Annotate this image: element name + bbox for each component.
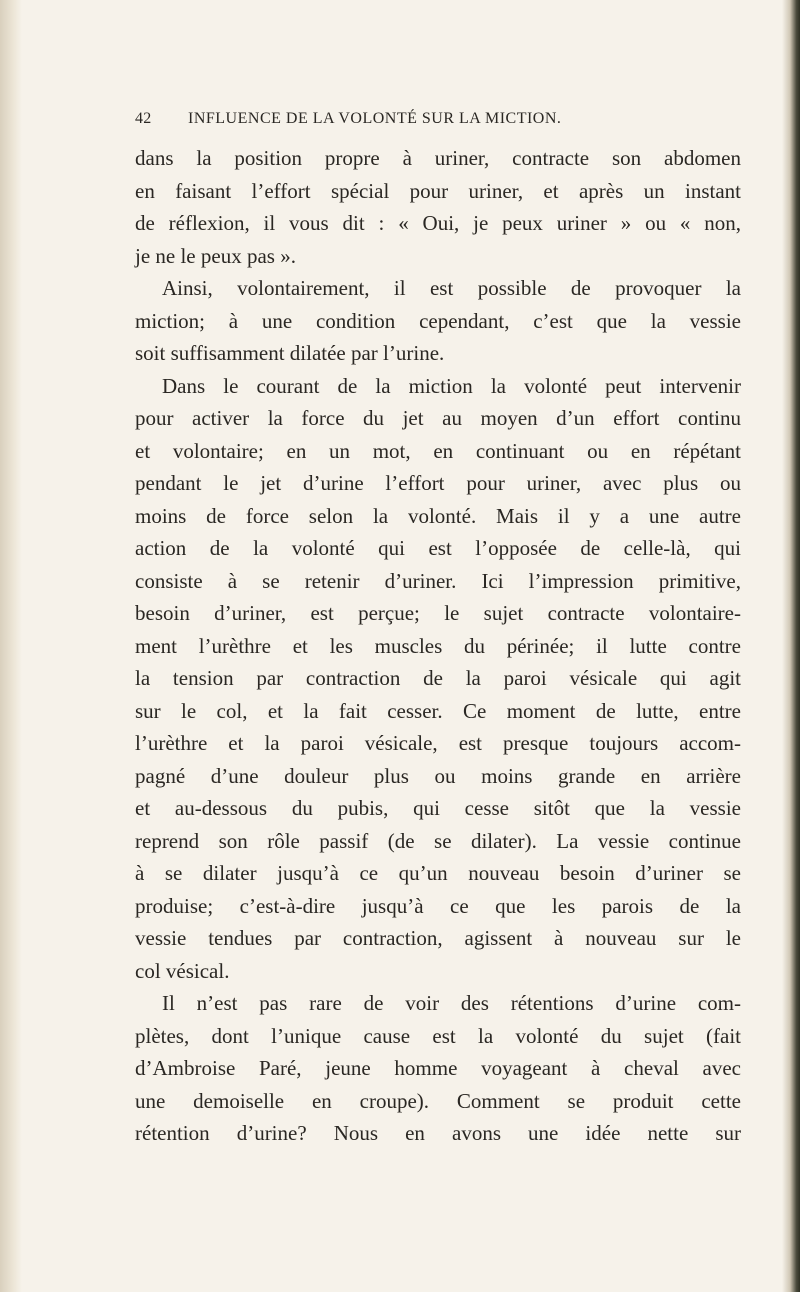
body-text — [135, 142, 741, 1150]
text-line: de réflexion, il vous dit : « Oui, je peux uriner » ou « non, — [135, 211, 741, 235]
text-line: pour activer la force du jet au moyen d’un effort continu — [135, 406, 741, 430]
text-line: plètes, dont l’unique cause est la volonté du sujet (fait — [135, 1023, 741, 1048]
text-line: reprend son rôle passif (de se dilater). La vessie continue — [135, 828, 741, 853]
text-line: vessie tendues par contraction, agissent à nouveau sur le — [135, 926, 741, 950]
text-line: l’urèthre et la paroi vésicale, est presque toujours accom- — [135, 731, 741, 755]
text-line: dans la position propre à uriner, contracte son abdomen — [135, 146, 741, 170]
page-number: 42 — [135, 110, 152, 127]
text-line: Dans le courant de la miction la volonté peut intervenir — [162, 373, 741, 398]
text-line: consiste à se retenir d’uriner. Ici l’impression primitive, — [135, 568, 741, 593]
text-line: en faisant l’effort spécial pour uriner, et après un instant — [135, 178, 741, 203]
text-line: une demoiselle en croupe). Comment se produit cette — [135, 1088, 741, 1113]
text-line: et volontaire; en un mot, en continuant ou en répétant — [135, 438, 741, 463]
text-line: besoin d’uriner, est perçue; le sujet contracte volontaire- — [135, 601, 741, 625]
text-line: à se dilater jusqu’à ce qu’un nouveau besoin d’uriner se — [135, 861, 741, 885]
text-line: pagné d’une douleur plus ou moins grande en arrière — [135, 763, 741, 788]
text-line: col vésical. — [135, 958, 230, 983]
text-line: la tension par contraction de la paroi vésicale qui agit — [135, 666, 741, 690]
text-line: soit suffisamment dilatée par l’urine. — [135, 341, 445, 365]
text-line: sur le col, et la fait cesser. Ce moment de lutte, entre — [135, 698, 741, 723]
text-line: produise; c’est-à-dire jusqu’à ce que les parois de la — [135, 893, 741, 918]
page-left-edge — [0, 0, 22, 1292]
text-line: pendant le jet d’urine l’effort pour uriner, avec plus ou — [135, 471, 741, 495]
text-line: action de la volonté qui est l’opposée de celle-là, qui — [135, 536, 741, 560]
running-head: INFLUENCE DE LA VOLONTÉ SUR LA MICTION. — [188, 110, 562, 127]
text-line: ment l’urèthre et les muscles du périnée; il lutte contre — [135, 633, 741, 658]
text-line: et au-dessous du pubis, qui cesse sitôt que la vessie — [135, 796, 741, 820]
text-line: Ainsi, volontairement, il est possible de provoquer la — [162, 276, 741, 300]
text-line: miction; à une condition cependant, c’est que la vessie — [135, 308, 741, 333]
text-line: rétention d’urine? Nous en avons une idée nette sur — [135, 1121, 741, 1145]
page-right-edge — [782, 0, 800, 1292]
text-line: moins de force selon la volonté. Mais il y a une autre — [135, 503, 741, 528]
text-line: Il n’est pas rare de voir des rétentions d’urine com- — [162, 991, 741, 1015]
text-line: d’Ambroise Paré, jeune homme voyageant à cheval avec — [135, 1056, 741, 1080]
text-line: je ne le peux pas ». — [135, 243, 296, 268]
page-header — [135, 110, 735, 132]
